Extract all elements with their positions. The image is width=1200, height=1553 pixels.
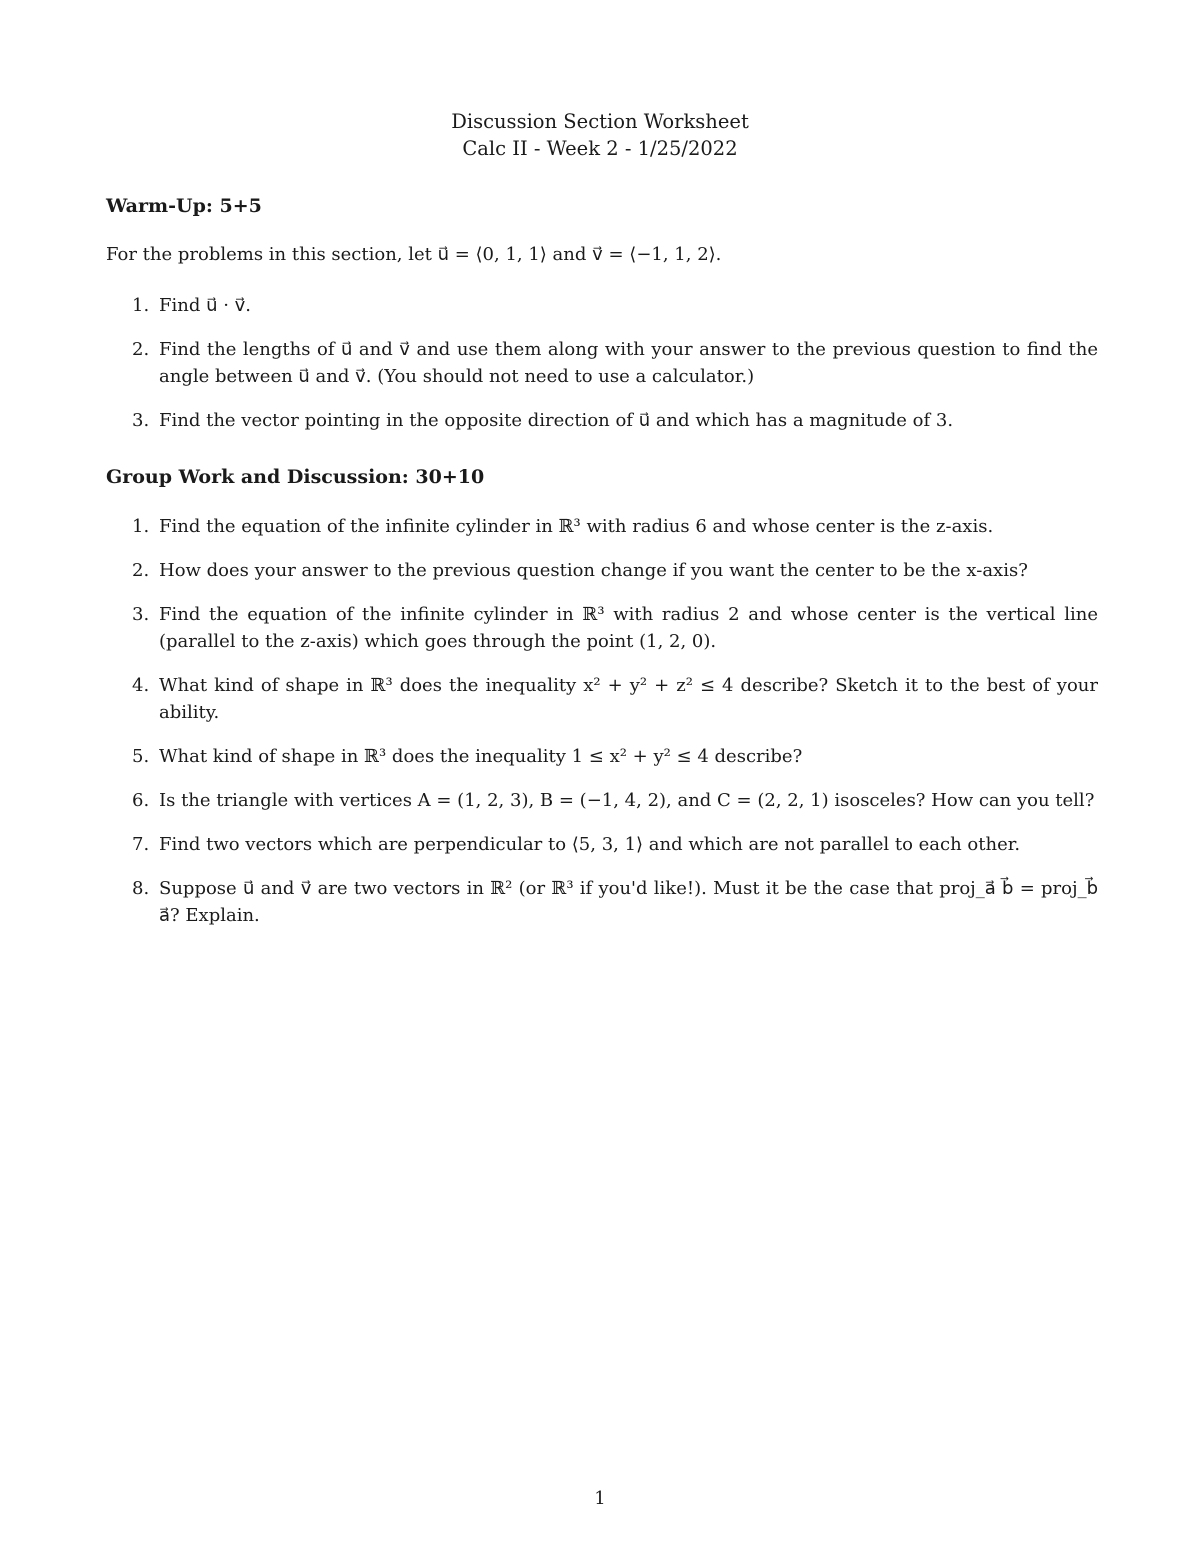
list-item <box>106 513 1098 540</box>
list-item <box>106 601 1098 655</box>
warmup-heading: Warm-Up: 5+5 <box>106 195 262 217</box>
list-item <box>106 787 1098 814</box>
item-text: Find the equation of the infinite cylinder in ℝ³ with radius 6 and whose center is the z-axis. <box>159 516 994 537</box>
list-item <box>106 743 1098 770</box>
warmup-intro: For the problems in this section, let u⃗ = ⟨0, 1, 1⟩ and v⃗ = ⟨−1, 1, 2⟩. <box>106 244 722 265</box>
item-text: Find two vectors which are perpendicular to ⟨5, 3, 1⟩ and which are not parallel to each other. <box>159 834 1021 855</box>
item-text: Find the equation of the infinite cylinder in ℝ³ with radius 2 and whose center is the vertical line (parallel to the z-axis) which goes through the point (1, 2, 0). <box>159 604 1098 652</box>
item-number: 4. <box>132 675 150 696</box>
item-number: 1. <box>132 295 150 316</box>
item-text: What kind of shape in ℝ³ does the inequality 1 ≤ x² + y² ≤ 4 describe? <box>159 746 803 767</box>
item-number: 7. <box>132 834 150 855</box>
item-number: 2. <box>132 560 150 581</box>
list-item <box>106 557 1098 584</box>
item-number: 5. <box>132 746 150 767</box>
list-item <box>106 875 1098 929</box>
item-text: Is the triangle with vertices A = (1, 2, 3), B = (−1, 4, 2), and C = (2, 2, 1) isosceles? How can you tell? <box>159 790 1095 811</box>
title-line-1: Discussion Section Worksheet <box>451 110 749 133</box>
item-number: 1. <box>132 516 150 537</box>
item-number: 3. <box>132 410 150 431</box>
item-text: Find u⃗ · v⃗. <box>159 295 252 316</box>
warmup-list <box>106 292 1098 434</box>
title-line-2: Calc II - Week 2 - 1/25/2022 <box>462 137 738 160</box>
item-text: How does your answer to the previous question change if you want the center to be the x-axis? <box>159 560 1028 581</box>
list-item <box>106 407 1098 434</box>
document-title <box>0 108 1200 162</box>
item-text: Find the lengths of u⃗ and v⃗ and use them along with your answer to the previous question to find the angle between u⃗ and v⃗. (You should not need to use a calculator.) <box>159 339 1098 387</box>
item-text: Find the vector pointing in the opposite direction of u⃗ and which has a magnitude of 3. <box>159 410 954 431</box>
group-work-heading: Group Work and Discussion: 30+10 <box>106 466 485 488</box>
page-number: 1 <box>594 1488 606 1509</box>
item-number: 6. <box>132 790 150 811</box>
item-number: 3. <box>132 604 150 625</box>
list-item <box>106 292 1098 319</box>
item-number: 2. <box>132 339 150 360</box>
item-text: What kind of shape in ℝ³ does the inequality x² + y² + z² ≤ 4 describe? Sketch it to the best of your ability. <box>159 675 1098 723</box>
list-item <box>106 672 1098 726</box>
list-item <box>106 336 1098 390</box>
item-number: 8. <box>132 878 150 899</box>
group-work-list <box>106 513 1098 929</box>
item-text: Suppose u⃗ and v⃗ are two vectors in ℝ² (or ℝ³ if you'd like!). Must it be the case that proj_a⃗ b⃗ = proj_b⃗ a⃗? Explain. <box>159 878 1098 926</box>
list-item <box>106 831 1098 858</box>
